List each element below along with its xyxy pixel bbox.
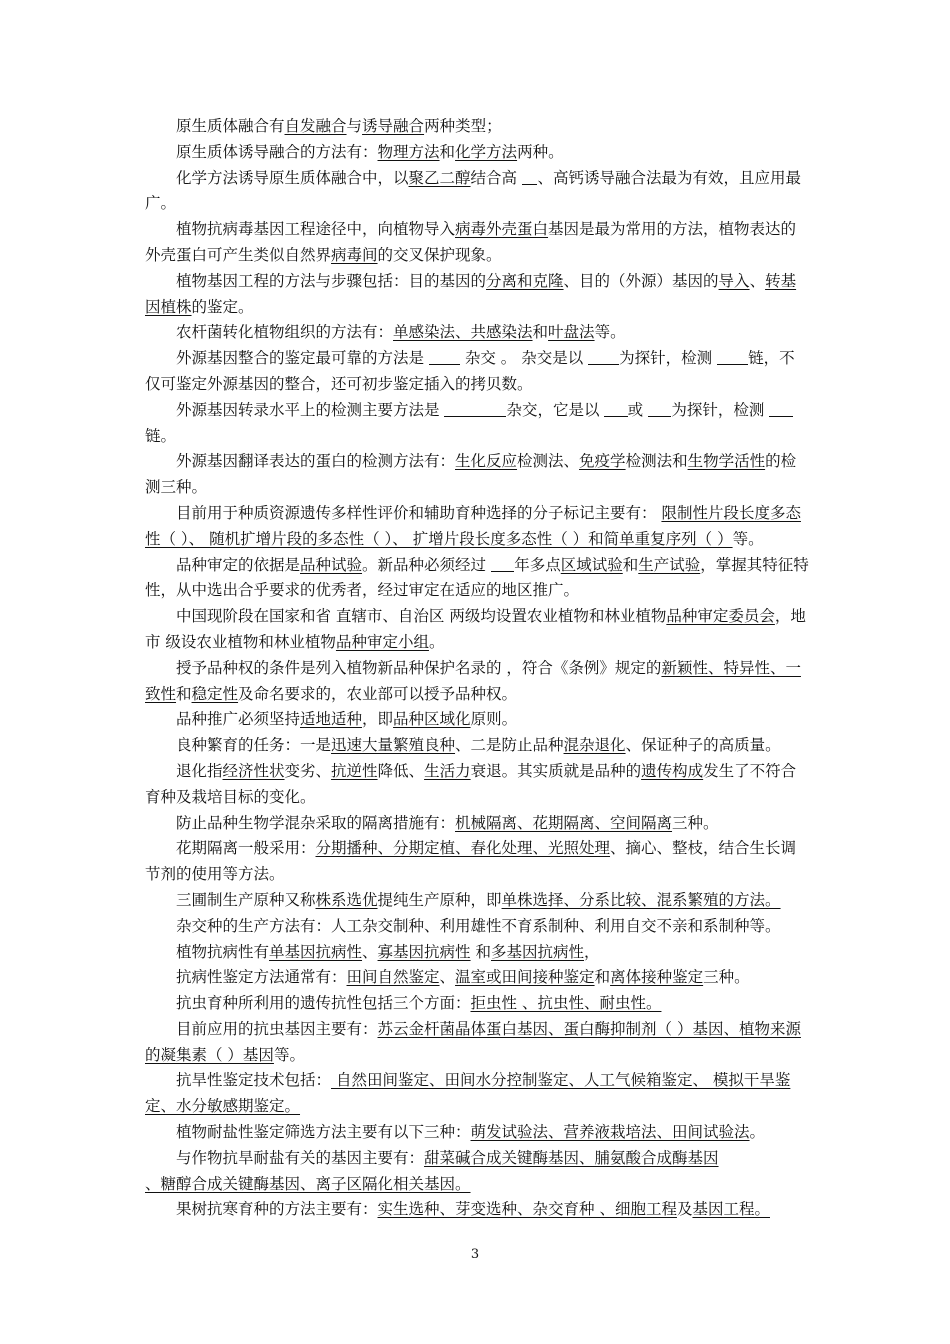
paragraph (145, 140, 810, 166)
text: 原生质体诱导融合的方法有： (176, 142, 378, 161)
answer-text: 区域试验 (560, 555, 623, 574)
text: 原生质体融合有 (176, 117, 285, 135)
answer-text: 经济性状 (222, 761, 285, 780)
paragraph (145, 1172, 810, 1198)
paragraph (145, 1146, 810, 1172)
answer-text: 品种审定委员会 (666, 607, 775, 626)
answer-text: 生产试验 (638, 555, 701, 574)
text: 与 (346, 117, 363, 135)
answer-text: 抗逆性 (331, 761, 378, 780)
text: ， (584, 942, 600, 961)
answer-text: 株系选优 (315, 890, 378, 909)
text: 降低、 (377, 761, 425, 780)
text: 的检测三种。 (145, 452, 797, 497)
answer-text: 离体接种鉴定 (610, 968, 704, 987)
text: 杂交，它是以 (506, 400, 605, 419)
answer-text: 物理方法 (377, 142, 440, 161)
answer-text: 单株选择、分系比较、混系繁殖的方法。 (501, 890, 781, 909)
text: ，掌握其特征特性，从中选出合乎要求的优秀者，经过审定在适应的地区推广。 (145, 555, 809, 600)
text: 链。 (145, 426, 177, 445)
text: 年多点 (514, 555, 561, 574)
answer-text: 病毒外壳蛋白 (455, 220, 549, 239)
paragraph (145, 320, 810, 346)
answer-text: 单感染法、共感染法 (393, 323, 533, 342)
answer-text: 化学方法 (455, 142, 518, 161)
text: 三种。 (672, 813, 719, 832)
answer-text: 遗传构成 (641, 761, 704, 780)
paragraph (145, 811, 810, 837)
text: 三种。 (703, 968, 750, 987)
text: 和 (439, 142, 456, 161)
answer-text: 适地适种 (300, 710, 363, 729)
answer-text: 多基因抗病性 (491, 942, 585, 961)
answer-text: 品种审定小组 (335, 632, 429, 651)
text: 、高钙诱导融合法最为有效，且应用最广。 (145, 168, 801, 213)
text: 杂交种的生产方法有：人工杂交制种、利用雄性不育系制种、利用自交不亲和系制种等。 (176, 916, 781, 935)
answer-text: 机械隔离、花期隔离、空间隔离 (455, 813, 673, 832)
answer-text: 聚乙二醇 (408, 168, 471, 187)
text: 链，不仅可鉴定外源基因的整合，还可初步鉴定插入的拷贝数。 (145, 349, 795, 393)
answer-text: 实生选种、芽变选种、杂交育种 、细胞工程 (377, 1200, 677, 1219)
text: 、二是防止品种 (455, 736, 564, 755)
text: 或 (627, 400, 649, 419)
answer-text: 田间自然鉴定 (346, 968, 440, 987)
answer-text: 新颖性、特异性、一致性 (145, 658, 801, 703)
text: 基因是最为常用的方法，植物表达的外壳蛋白可产生类似自然界 (145, 220, 797, 264)
text: 中国现阶段在国家和省 直辖市、自治区 两级均设置农业植物和林业植物 (176, 607, 667, 626)
text: 外源基因翻译表达的蛋白的检测方法有： (176, 452, 456, 471)
text: 抗旱性鉴定技术包括： (176, 1071, 332, 1090)
paragraph (145, 1120, 810, 1146)
text: 植物基因工程的方法与步骤包括：目的基因的 (176, 271, 487, 290)
text: 品种审定的依据是 (176, 555, 301, 574)
text: 的鉴定。 (191, 297, 254, 316)
text: 外源基因整合的鉴定最可靠的方法是 (176, 349, 429, 368)
paragraph (145, 759, 810, 811)
text: 花期隔离一般采用： (176, 839, 316, 858)
text: 植物抗病毒基因工程途径中，向植物导入 (176, 220, 456, 239)
paragraph (145, 166, 810, 218)
fill-blank (769, 400, 792, 417)
paragraph (145, 553, 810, 605)
answer-text: 自然田间鉴定、田间水分控制鉴定、人工气候箱鉴定、 模拟干旱鉴定、水分敏感期鉴定。 (145, 1071, 791, 1116)
answer-text: 自发融合 (284, 117, 347, 135)
text: 、 (749, 271, 766, 290)
answer-text: 生活力 (424, 761, 471, 780)
answer-text: 寡基因抗病性 (377, 942, 471, 961)
answer-text: 导入 (718, 271, 750, 290)
text: 发生了不符合育种及栽培目标的变化。 (145, 761, 797, 806)
answer-text: 甜菜碱合成关键酶基因、脯氨酸合成酶基因 (424, 1148, 719, 1167)
fill-blank (604, 400, 627, 417)
text: 两种类型； (424, 117, 502, 135)
paragraph (145, 449, 810, 501)
fill-blank (491, 555, 514, 572)
text: ，即 (362, 710, 394, 729)
paragraph (145, 836, 810, 888)
text: 检测法和 (625, 452, 688, 471)
text: 品种推广必须坚持 (176, 710, 301, 729)
text: 结合高 (470, 168, 522, 187)
answer-text: 叶盘法 (548, 323, 595, 342)
text: 检测法、 (517, 452, 580, 471)
text: 的交叉保护现象。 (377, 245, 502, 264)
answer-text: 品种试验 (300, 555, 363, 574)
answer-text: 苏云金杆菌晶体蛋白基因、蛋白酶抑制剂（ ）基因、植物来源的凝集素（ ）基因 (145, 1019, 801, 1064)
paragraph (145, 940, 810, 966)
answer-text: 混杂退化 (563, 736, 626, 755)
answer-text: 迅速大量繁殖良种 (331, 736, 456, 755)
text: 杂交 。 杂交是以 (459, 349, 589, 368)
paragraph (145, 888, 810, 914)
paragraph (145, 1197, 810, 1223)
text: 等。 (594, 323, 626, 342)
paragraph (145, 217, 810, 269)
paragraph (145, 914, 810, 940)
answer-text: 生化反应 (455, 452, 518, 471)
paragraph (145, 604, 810, 656)
text: 和 (622, 555, 639, 574)
text: 化学方法诱导原生质体融合中，以 (176, 168, 409, 187)
answer-text: 基因工程。 (692, 1200, 770, 1219)
text: 、摘心、整枝，结合生长调节剂的使用等方法。 (145, 839, 797, 884)
text: 及命名要求的，农业部可以授予品种权。 (238, 684, 518, 703)
fill-blank (588, 349, 619, 366)
answer-text: 温室或田间接种鉴定 (455, 968, 595, 987)
answer-text: 萌发试验法、营养液栽培法、田间试验法 (470, 1123, 750, 1142)
answer-text: 分离和克隆 (486, 271, 564, 290)
text: 和 (594, 968, 611, 987)
fill-blank (717, 349, 748, 366)
text: 果树抗寒育种的方法主要有： (176, 1200, 378, 1219)
paragraph (145, 114, 810, 140)
page-number: 3 (470, 1247, 480, 1262)
answer-text: 、糖醇合成关键酶基因、离子区隔化相关基因。 (145, 1174, 471, 1193)
paragraph (145, 501, 810, 553)
text: 和 (532, 323, 549, 342)
text: 、目的（外源）基因的 (563, 271, 719, 290)
text: 目前用于种质资源遗传多样性评价和辅助育种选择的分子标记主要有： (176, 503, 662, 522)
answer-text: 病毒间 (331, 245, 378, 264)
answer-text: 分期播种、分期定植、春化处理、光照处理 (315, 839, 611, 858)
paragraph (145, 656, 810, 708)
answer-text: 单基因抗病性 (269, 942, 363, 961)
text: 抗病性鉴定方法通常有： (176, 968, 347, 987)
text: 防止品种生物学混杂采取的隔离措施有： (176, 813, 456, 832)
fill-blank (522, 168, 538, 185)
fill-blank (444, 400, 506, 417)
text: ，地 市 级设农业植物和林业植物 (145, 607, 806, 651)
text: 退化指 (176, 761, 223, 780)
text: 等。 (732, 529, 764, 548)
text: 授予品种权的条件是列入植物新品种保护名录的 ，符合《条例》规定的 (176, 658, 662, 677)
paragraph (145, 346, 810, 398)
text: 及 (676, 1200, 693, 1219)
text: 提纯生产原种，即 (377, 890, 502, 909)
text: 目前应用的抗虫基因主要有： (176, 1019, 378, 1038)
answer-text: 生物学活性 (687, 452, 766, 471)
text: 植物耐盐性鉴定筛选方法主要有以下三种： (176, 1123, 471, 1142)
text: 等。 (273, 1045, 305, 1064)
text: 、保证种子的高质量。 (625, 736, 781, 755)
answer-text: 稳定性 (191, 684, 239, 703)
answer-text: 诱导融合 (362, 117, 425, 135)
fill-blank (429, 349, 460, 366)
answer-text: 转基因植株 (145, 271, 797, 316)
paragraph (145, 733, 810, 759)
paragraph (145, 965, 810, 991)
fill-blank (648, 400, 671, 417)
text: 、 (362, 942, 378, 961)
text: 三圃制生产原种又称 (176, 890, 316, 909)
text: 。 (428, 632, 445, 651)
text: 和 (470, 942, 491, 961)
text: 为探针，检测 (671, 400, 770, 419)
text: 原则。 (470, 710, 518, 729)
text: 和 (176, 684, 192, 703)
text: 衰退。其实质就是品种的 (470, 761, 642, 780)
text: 外源基因转录水平上的检测主要方法是 (176, 400, 445, 419)
text: 农杆菌转化植物组织的方法有： (176, 323, 394, 342)
text: 与作物抗旱耐盐有关的基因主要有： (176, 1148, 425, 1167)
text: 变劣、 (284, 761, 332, 780)
answer-text: 免疫学 (579, 452, 626, 471)
answer-text: 限制性片段长度多态性（ ）、 随机扩增片段的多态性（ ）、 扩增片段长度多态性（ ）和简单重复序列（ ） (145, 503, 801, 548)
paragraph (145, 1017, 810, 1069)
paragraph (145, 707, 810, 733)
document-body (145, 114, 810, 1223)
paragraph (145, 398, 810, 450)
text: 植物抗病性有 (176, 942, 270, 961)
paragraph (145, 1068, 810, 1120)
answer-text: 品种区域化 (393, 710, 471, 729)
text: 为探针，检测 (619, 349, 718, 368)
paragraph (145, 269, 810, 321)
text: 良种繁育的任务：一是 (176, 736, 332, 755)
text: 。 (749, 1123, 766, 1142)
text: 两种。 (517, 142, 564, 161)
answer-text: 拒虫性 、抗虫性、耐虫性。 (470, 994, 662, 1013)
text: 。新品种必须经过 (362, 555, 491, 574)
text: 、 (439, 968, 456, 987)
text: 抗虫育种所利用的遗传抗性包括三个方面： (176, 994, 471, 1013)
paragraph (145, 991, 810, 1017)
